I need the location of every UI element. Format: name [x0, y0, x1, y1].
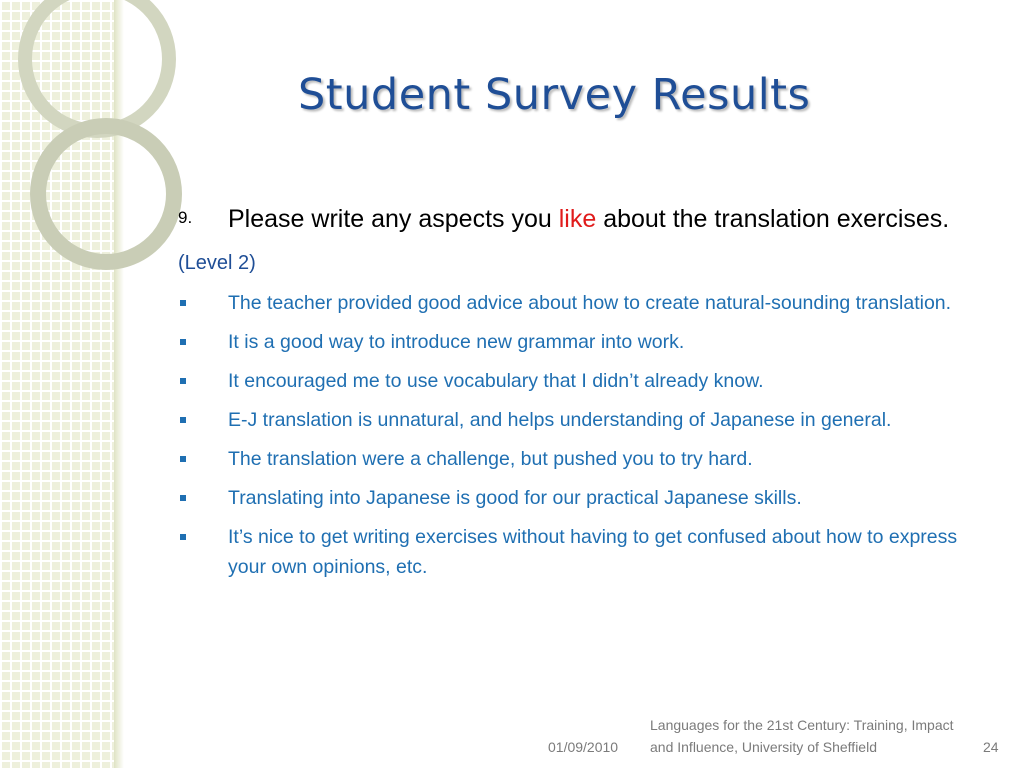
bullet-square-icon [180, 378, 186, 384]
footer-date: 01/09/2010 [548, 739, 619, 755]
response-text: E-J translation is unnatural, and helps understanding of Japanese in general. [228, 409, 892, 431]
response-text: Translating into Japanese is good for our practical Japanese skills. [228, 487, 802, 509]
page-number: 24 [983, 739, 999, 755]
response-item [178, 327, 958, 357]
response-item [178, 444, 958, 474]
response-item [178, 522, 958, 582]
response-item [178, 288, 958, 318]
question-number: 9. [178, 208, 193, 227]
bullet-square-icon [180, 495, 186, 501]
slide-title: Student Survey Results [298, 70, 811, 120]
question-text-before: Please write any aspects you [228, 205, 559, 233]
response-item [178, 405, 958, 435]
response-text: It encouraged me to use vocabulary that I didn’t already know. [228, 370, 764, 392]
response-item [178, 483, 958, 513]
response-text: The teacher provided good advice about how to create natural-sounding translation. [228, 292, 952, 314]
response-text: It is a good way to introduce new grammar into work. [228, 331, 685, 353]
response-item [178, 366, 958, 396]
response-text: The translation were a challenge, but pushed you to try hard. [228, 448, 753, 470]
survey-question [178, 200, 958, 238]
question-text-after: about the translation exercises. [596, 205, 950, 233]
footer-text: Languages for the 21st Century: Training, Impact and Influence, University of Sheffield [650, 717, 954, 755]
bullet-square-icon [180, 456, 186, 462]
slide-content [178, 200, 958, 591]
question-highlight-word: like [558, 205, 597, 233]
bullet-square-icon [180, 417, 186, 423]
question-text [228, 200, 958, 238]
response-text: It’s nice to get writing exercises without having to get confused about how to express your own opinions, etc. [228, 526, 958, 578]
decorative-ring-middle [30, 118, 182, 270]
bullet-square-icon [180, 339, 186, 345]
bullet-square-icon [180, 300, 186, 306]
bullet-square-icon [180, 534, 186, 540]
response-list [178, 288, 958, 582]
level-label: (Level 2) [178, 252, 256, 274]
